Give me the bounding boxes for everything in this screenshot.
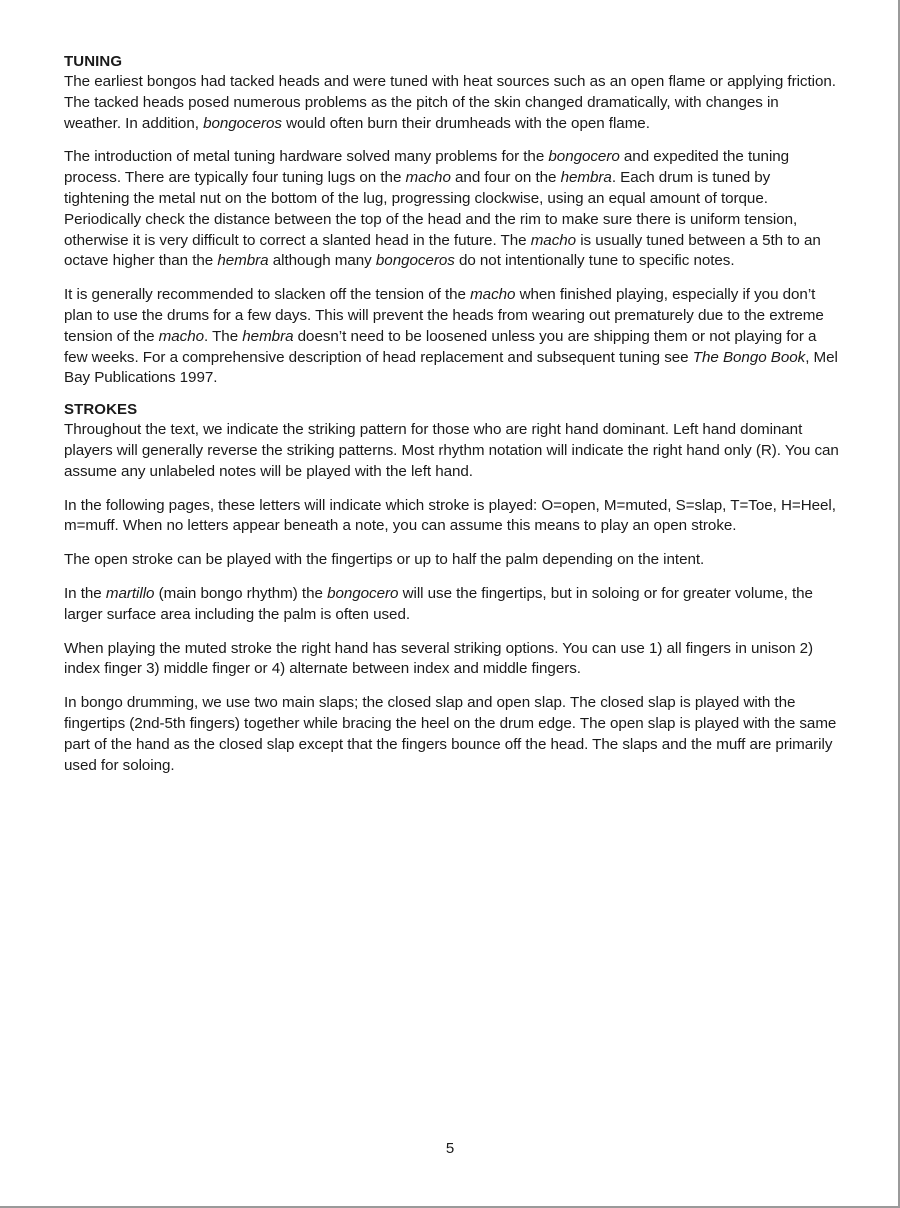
text-run: The earliest bongos had tacked heads and were tuned with heat sources such as an open flame or applying friction. The tacked heads posed numerous problems as the pitch of the skin changed dramatically, with changes in weather. In addition, — [64, 73, 836, 132]
text-run: , Mel Bay Publications 1997. — [64, 348, 838, 387]
text-run: . Each drum is tuned by tightening the metal nut on the bottom of the lug, progressing clockwise, using an equal amount of torque. Periodically check the distance between the top of the head and the rim to make sure there is uniform tension, otherwise it is very difficult to correct a slanted head in the future. The — [64, 169, 798, 249]
paragraph — [64, 639, 839, 681]
text-run: The open stroke can be played with the fingertips or up to half the palm depending on the intent. — [64, 551, 705, 569]
text-run: Throughout the text, we indicate the striking pattern for those who are right hand dominant. Left hand dominant players will generally reverse the striking patterns. Most rhythm notation will indicate the right hand only (R). You can assume any unlabeled notes will be played with the left hand. — [64, 421, 839, 480]
text-run: In the — [64, 584, 106, 602]
section-heading-strokes: STROKES — [64, 401, 138, 419]
text-run: when finished playing, especially if you don’t plan to use the drums for a few days. This will prevent the heads from wearing out prematurely due to the extreme tension of the — [64, 286, 824, 345]
paragraph — [64, 420, 839, 482]
text-run: In the following pages, these letters will indicate which stroke is played: O=open, M=muted, S=slap, T=Toe, H=Heel, m=muff. When no letters appear beneath a note, you can assume this means to play an open stroke. — [64, 496, 836, 535]
italic-term: macho — [158, 327, 205, 345]
italic-term: macho — [530, 231, 577, 249]
paragraph — [64, 550, 839, 571]
italic-term: hembra — [217, 252, 269, 270]
italic-term: bongoceros — [375, 252, 455, 270]
italic-term: The Bongo Book — [692, 348, 806, 366]
text-run: When playing the muted stroke the right hand has several striking options. You can use 1) all fingers in unison 2) index finger 3) middle finger or 4) alternate between index and middle fingers. — [64, 639, 814, 678]
text-run: do not intentionally tune to specific notes. — [454, 252, 735, 270]
text-run: The introduction of metal tuning hardware solved many problems for the — [64, 148, 549, 166]
text-run: . The — [204, 327, 243, 345]
paragraph — [64, 496, 839, 538]
paragraph — [64, 693, 839, 776]
page-content — [64, 52, 839, 789]
italic-term: hembra — [242, 327, 294, 345]
paragraph — [64, 285, 839, 389]
text-run: although many — [268, 252, 376, 270]
text-run: In bongo drumming, we use two main slaps; the closed slap and open slap. The closed slap is played with the fingertips (2nd-5th fingers) together while bracing the heel on the drum edge. The open slap is played with the same part of the hand as the closed slap except that the fingers bounce off the head. The slaps and the muff are primarily used for soloing. — [64, 694, 837, 774]
text-run: doesn’t need to be loosened unless you are shipping them or not playing for a few weeks. For a comprehensive description of head replacement and subsequent tuning see — [64, 327, 817, 366]
section-heading-tuning: TUNING — [64, 53, 123, 70]
text-run: is usually tuned between a 5th to an octave higher than the — [64, 231, 821, 270]
italic-term: macho — [470, 286, 516, 304]
text-run: and expedited the tuning process. There are typically four tuning lugs on the — [64, 148, 790, 187]
italic-term: bongocero — [327, 584, 399, 602]
text-run: would often burn their drumheads with the open flame. — [281, 114, 650, 132]
italic-term: macho — [405, 169, 451, 187]
italic-term: bongocero — [548, 148, 620, 166]
text-run: It is generally recommended to slacken off the tension of the — [64, 286, 471, 304]
text-run: will use the fingertips, but in soloing or for greater volume, the larger surface area including the palm is often used. — [64, 584, 813, 623]
paragraph — [64, 72, 839, 134]
italic-term: bongoceros — [203, 114, 282, 132]
italic-term: martillo — [105, 584, 155, 602]
italic-term: hembra — [560, 169, 612, 187]
page-number: 5 — [445, 1140, 455, 1157]
text-run: (main bongo rhythm) the — [154, 584, 328, 602]
text-run: and four on the — [450, 169, 561, 187]
paragraph — [64, 147, 839, 272]
paragraph — [64, 584, 839, 626]
